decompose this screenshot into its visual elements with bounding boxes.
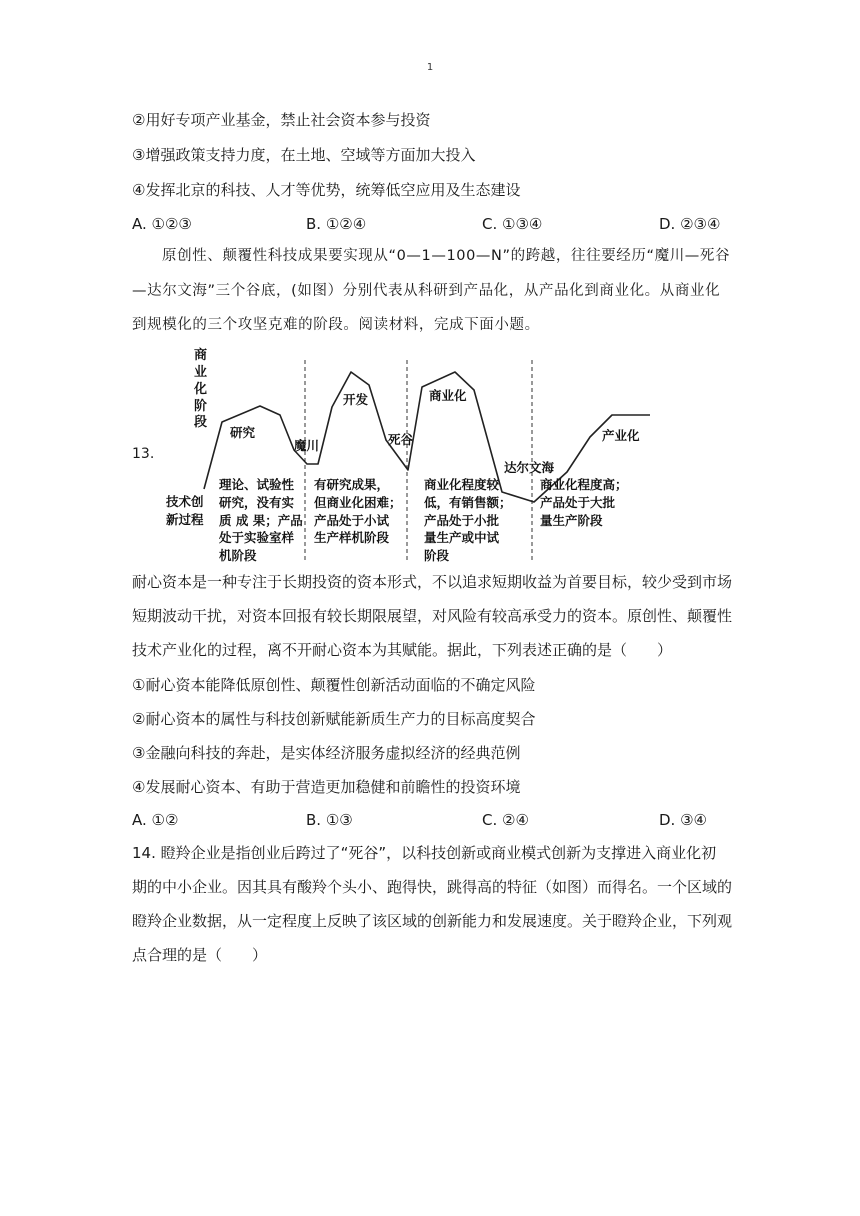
y-axis-label-char-1: 商 — [194, 348, 208, 363]
stage-1-text-line-1: 理论、试验性 — [219, 477, 295, 492]
peak-label-research: 研究 — [230, 425, 256, 440]
valley-label-devil-river: 魔川 — [294, 438, 320, 453]
material-line-3: 到规模化的三个攻坚克难的阶段。阅读材料，完成下面小题。 — [132, 317, 540, 333]
stage-3-text-line-1: 商业化程度较 — [424, 477, 500, 492]
page-number: 1 — [426, 62, 434, 73]
x-axis-label-line-1: 技术创 — [166, 494, 204, 509]
stage-4-text-line-1: 商业化程度高； — [540, 477, 628, 492]
question-13-figure-block — [132, 342, 672, 567]
material-line-2: —达尔文海”三个谷底，(如图）分别代表从科研到产品化，从产品化到商业化。从商业化 — [132, 283, 721, 299]
material-line-1: 原创性、颠覆性科技成果要实现从“0—1—100—N”的跨越，往往要经历“魔川—死谷 — [162, 248, 731, 264]
q14-stem-line-2: 期的中小企业。因其具有酸羚个头小、跑得快，跳得高的特征（如图）而得名。一个区域的 — [132, 878, 733, 896]
x-axis-label-line-2: 新过程 — [166, 512, 204, 527]
stage-2-text-line-1: 有研究成果， — [314, 477, 390, 492]
y-axis-label-char-5: 段 — [194, 415, 208, 430]
q13-option-b: B. ①③ — [306, 811, 353, 829]
question-13-number: 13. — [132, 446, 155, 462]
stage-3-text-line-3: 产品处于小批 — [424, 513, 500, 528]
stage-3-text-line-5: 阶段 — [424, 548, 450, 563]
stage-4-text-line-3: 量生产阶段 — [540, 513, 603, 528]
stage-1-text-line-2: 研究，没有实 — [219, 495, 295, 510]
peak-label-commercialization: 商业化 — [429, 388, 467, 403]
stage-2-text-line-4: 生产样机阶段 — [314, 530, 390, 545]
prev-item-3: ③增强政策支持力度，在土地、空域等方面加大投入 — [132, 146, 476, 164]
q13-item-1: ①耐心资本能降低原创性、颠覆性创新活动面临的不确定风险 — [132, 676, 536, 694]
q14-stem-line-4: 点合理的是（ ） — [132, 946, 268, 964]
valley-curve-figure — [160, 342, 672, 567]
prev-item-4: ④发挥北京的科技、人才等优势，统筹低空应用及生态建设 — [132, 181, 521, 199]
y-axis-label-char-2: 业 — [194, 365, 208, 380]
valley-label-death-valley: 死谷 — [388, 432, 414, 447]
prev-option-b: B. ①②④ — [306, 215, 367, 233]
peak-label-industrialization: 产业化 — [602, 428, 640, 443]
q13-stem-line-1: 耐心资本是一种专注于长期投资的资本形式，不以追求短期收益为首要目标，较少受到市场 — [132, 573, 733, 591]
q13-option-a: A. ①② — [132, 811, 179, 829]
prev-option-a: A. ①②③ — [132, 215, 192, 233]
stage-2-text-line-3: 产品处于小试 — [314, 513, 390, 528]
y-axis-label-char-3: 化 — [194, 382, 208, 397]
q13-stem-line-2: 短期波动干扰，对资本回报有较长期限展望，对风险有较高承受力的资本。原创性、颠覆性 — [132, 607, 733, 625]
peak-label-development: 开发 — [343, 392, 369, 407]
q13-item-3: ③金融向科技的奔赴，是实体经济服务虚拟经济的经典范例 — [132, 744, 521, 762]
q14-stem-line-3: 瞪羚企业数据，从一定程度上反映了该区域的创新能力和发展速度。关于瞪羚企业，下列观 — [132, 912, 733, 930]
q13-option-c: C. ②④ — [482, 811, 529, 829]
stage-1-text-line-4: 处于实验室样 — [219, 530, 295, 545]
prev-option-c: C. ①③④ — [482, 215, 543, 233]
q13-item-2: ②耐心资本的属性与科技创新赋能新质生产力的目标高度契合 — [132, 710, 536, 728]
prev-item-2: ②用好专项产业基金，禁止社会资本参与投资 — [132, 111, 431, 129]
stage-2-text-line-2: 但商业化困难； — [314, 495, 402, 510]
stage-3-text-line-2: 低，有销售额； — [424, 495, 512, 510]
prev-option-d: D. ②③④ — [659, 215, 721, 233]
stage-1-text-line-5: 机阶段 — [219, 548, 257, 563]
stage-3-text-line-4: 量生产或中试 — [424, 530, 500, 545]
y-axis-label-char-4: 阶 — [194, 399, 208, 414]
stage-1-text-line-3: 质 成 果；产品 — [219, 513, 303, 528]
q13-item-4: ④发展耐心资本、有助于营造更加稳健和前瞻性的投资环境 — [132, 778, 521, 796]
valley-label-darwin-sea: 达尔文海 — [504, 460, 555, 475]
stage-4-text-line-2: 产品处于大批 — [540, 495, 616, 510]
q14-stem-line-1: 14. 瞪羚企业是指创业后跨过了“死谷”，以科技创新或商业模式创新为支撑进入商业化初 — [132, 844, 717, 862]
q13-option-d: D. ③④ — [659, 811, 707, 829]
q13-stem-line-3: 技术产业化的过程，离不开耐心资本为其赋能。据此，下列表述正确的是（ ） — [132, 641, 673, 659]
